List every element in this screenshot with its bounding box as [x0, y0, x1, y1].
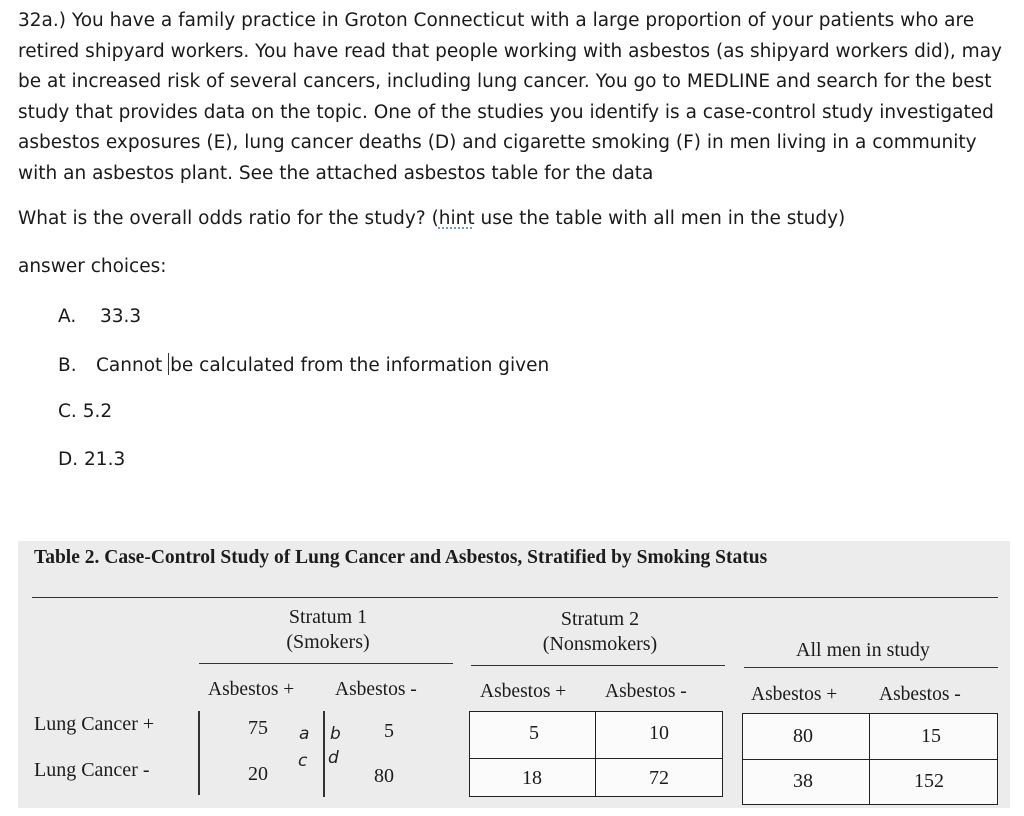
- answer-choices-label: answer choices:: [18, 256, 167, 277]
- table-title: Table 2. Case-Control Study of Lung Cancer and Asbestos, Stratified by Smoking Status: [34, 547, 768, 568]
- s2-grid: [469, 711, 723, 797]
- stratum-1-header: [258, 605, 398, 655]
- stratum-2-title: Stratum 2: [560, 608, 640, 630]
- stratum-2-subtitle: (Nonsmokers): [542, 633, 658, 655]
- s2-cell-d: 72: [649, 767, 669, 789]
- stratum-2-header: [515, 607, 685, 657]
- choice-a[interactable]: [58, 306, 141, 327]
- row-label-cancer-neg: Lung Cancer -: [34, 759, 150, 781]
- stratum-1-title: Stratum 1: [288, 606, 368, 628]
- asbestos-table-figure: [18, 541, 1010, 808]
- stratum-1-subtitle: (Smokers): [286, 631, 370, 653]
- handwritten-a: a: [299, 724, 310, 744]
- choice-text: 33.3: [100, 306, 142, 327]
- all-cell-a: 80: [793, 725, 813, 747]
- question-prompt: [18, 208, 845, 229]
- handwritten-c: c: [298, 751, 308, 771]
- all-men-header: [773, 638, 953, 663]
- choice-letter: A.: [58, 306, 77, 327]
- row-label-cancer-pos: Lung Cancer +: [34, 713, 155, 735]
- choice-letter: B.: [58, 355, 77, 376]
- all-col-pos: Asbestos +: [751, 684, 838, 705]
- choice-letter: C.: [58, 401, 77, 422]
- s2-cell-c: 18: [522, 767, 542, 789]
- s2-grid-vline: [595, 712, 596, 796]
- s2-grid-hline: [470, 758, 722, 759]
- s1-left-line: [198, 711, 200, 795]
- s1-cell-d: 80: [374, 765, 394, 787]
- all-cell-b: 15: [921, 725, 941, 747]
- stratum-1-rule: [199, 663, 453, 664]
- s2-col-neg: Asbestos -: [605, 681, 687, 702]
- all-cell-d: 152: [914, 770, 944, 792]
- s2-cell-a: 5: [529, 722, 539, 744]
- all-cell-c: 38: [793, 770, 813, 792]
- question-text: 32a.) You have a family practice in Groton Connecticut with a large proportion of your patients who are retired shipyard workers. You have read that people working with asbestos (as shipyard workers did), may be at increased risk of several cancers, including lung cancer. You go to MEDLINE and search for the best study that provides data on the topic. One of the studies you identify is a case-control study investigated asbestos exposures (E), lung cancer deaths (D) and cigarette smoking (F) in men living in a community with an asbestos plant. See the attached asbestos table for the data: [18, 10, 1002, 184]
- all-col-neg: Asbestos -: [879, 684, 961, 705]
- handwritten-d: d: [328, 748, 339, 768]
- hint-word: hint: [438, 208, 475, 229]
- choice-text-end: be calculated from the information given: [170, 355, 550, 376]
- choice-letter: D.: [58, 449, 79, 470]
- s1-cell-c: 20: [248, 763, 268, 785]
- s1-col-pos: Asbestos +: [208, 679, 295, 700]
- prompt-after: use the table with all men in the study): [474, 208, 846, 229]
- choice-b[interactable]: [58, 353, 549, 376]
- choice-d[interactable]: [58, 449, 125, 470]
- s1-col-neg: Asbestos -: [335, 679, 417, 700]
- s1-mid-line: [323, 711, 325, 797]
- choice-c[interactable]: [58, 401, 112, 422]
- choice-text: 5.2: [82, 401, 113, 422]
- stratum-2-rule: [471, 665, 725, 666]
- prompt-before: What is the overall odds ratio for the study? (: [18, 208, 439, 229]
- choice-text-start: Cannot: [96, 355, 169, 376]
- handwritten-b: b: [330, 724, 341, 744]
- all-grid: [742, 713, 998, 805]
- all-men-title: All men in study: [796, 639, 930, 661]
- s2-col-pos: Asbestos +: [480, 681, 567, 702]
- all-grid-hline: [743, 759, 997, 760]
- s2-cell-b: 10: [649, 722, 669, 744]
- all-men-rule: [744, 667, 998, 668]
- s1-cell-b: 5: [384, 720, 394, 742]
- choice-text: 21.3: [84, 449, 126, 470]
- s1-cell-a: 75: [248, 717, 268, 739]
- table-top-rule: [32, 597, 998, 598]
